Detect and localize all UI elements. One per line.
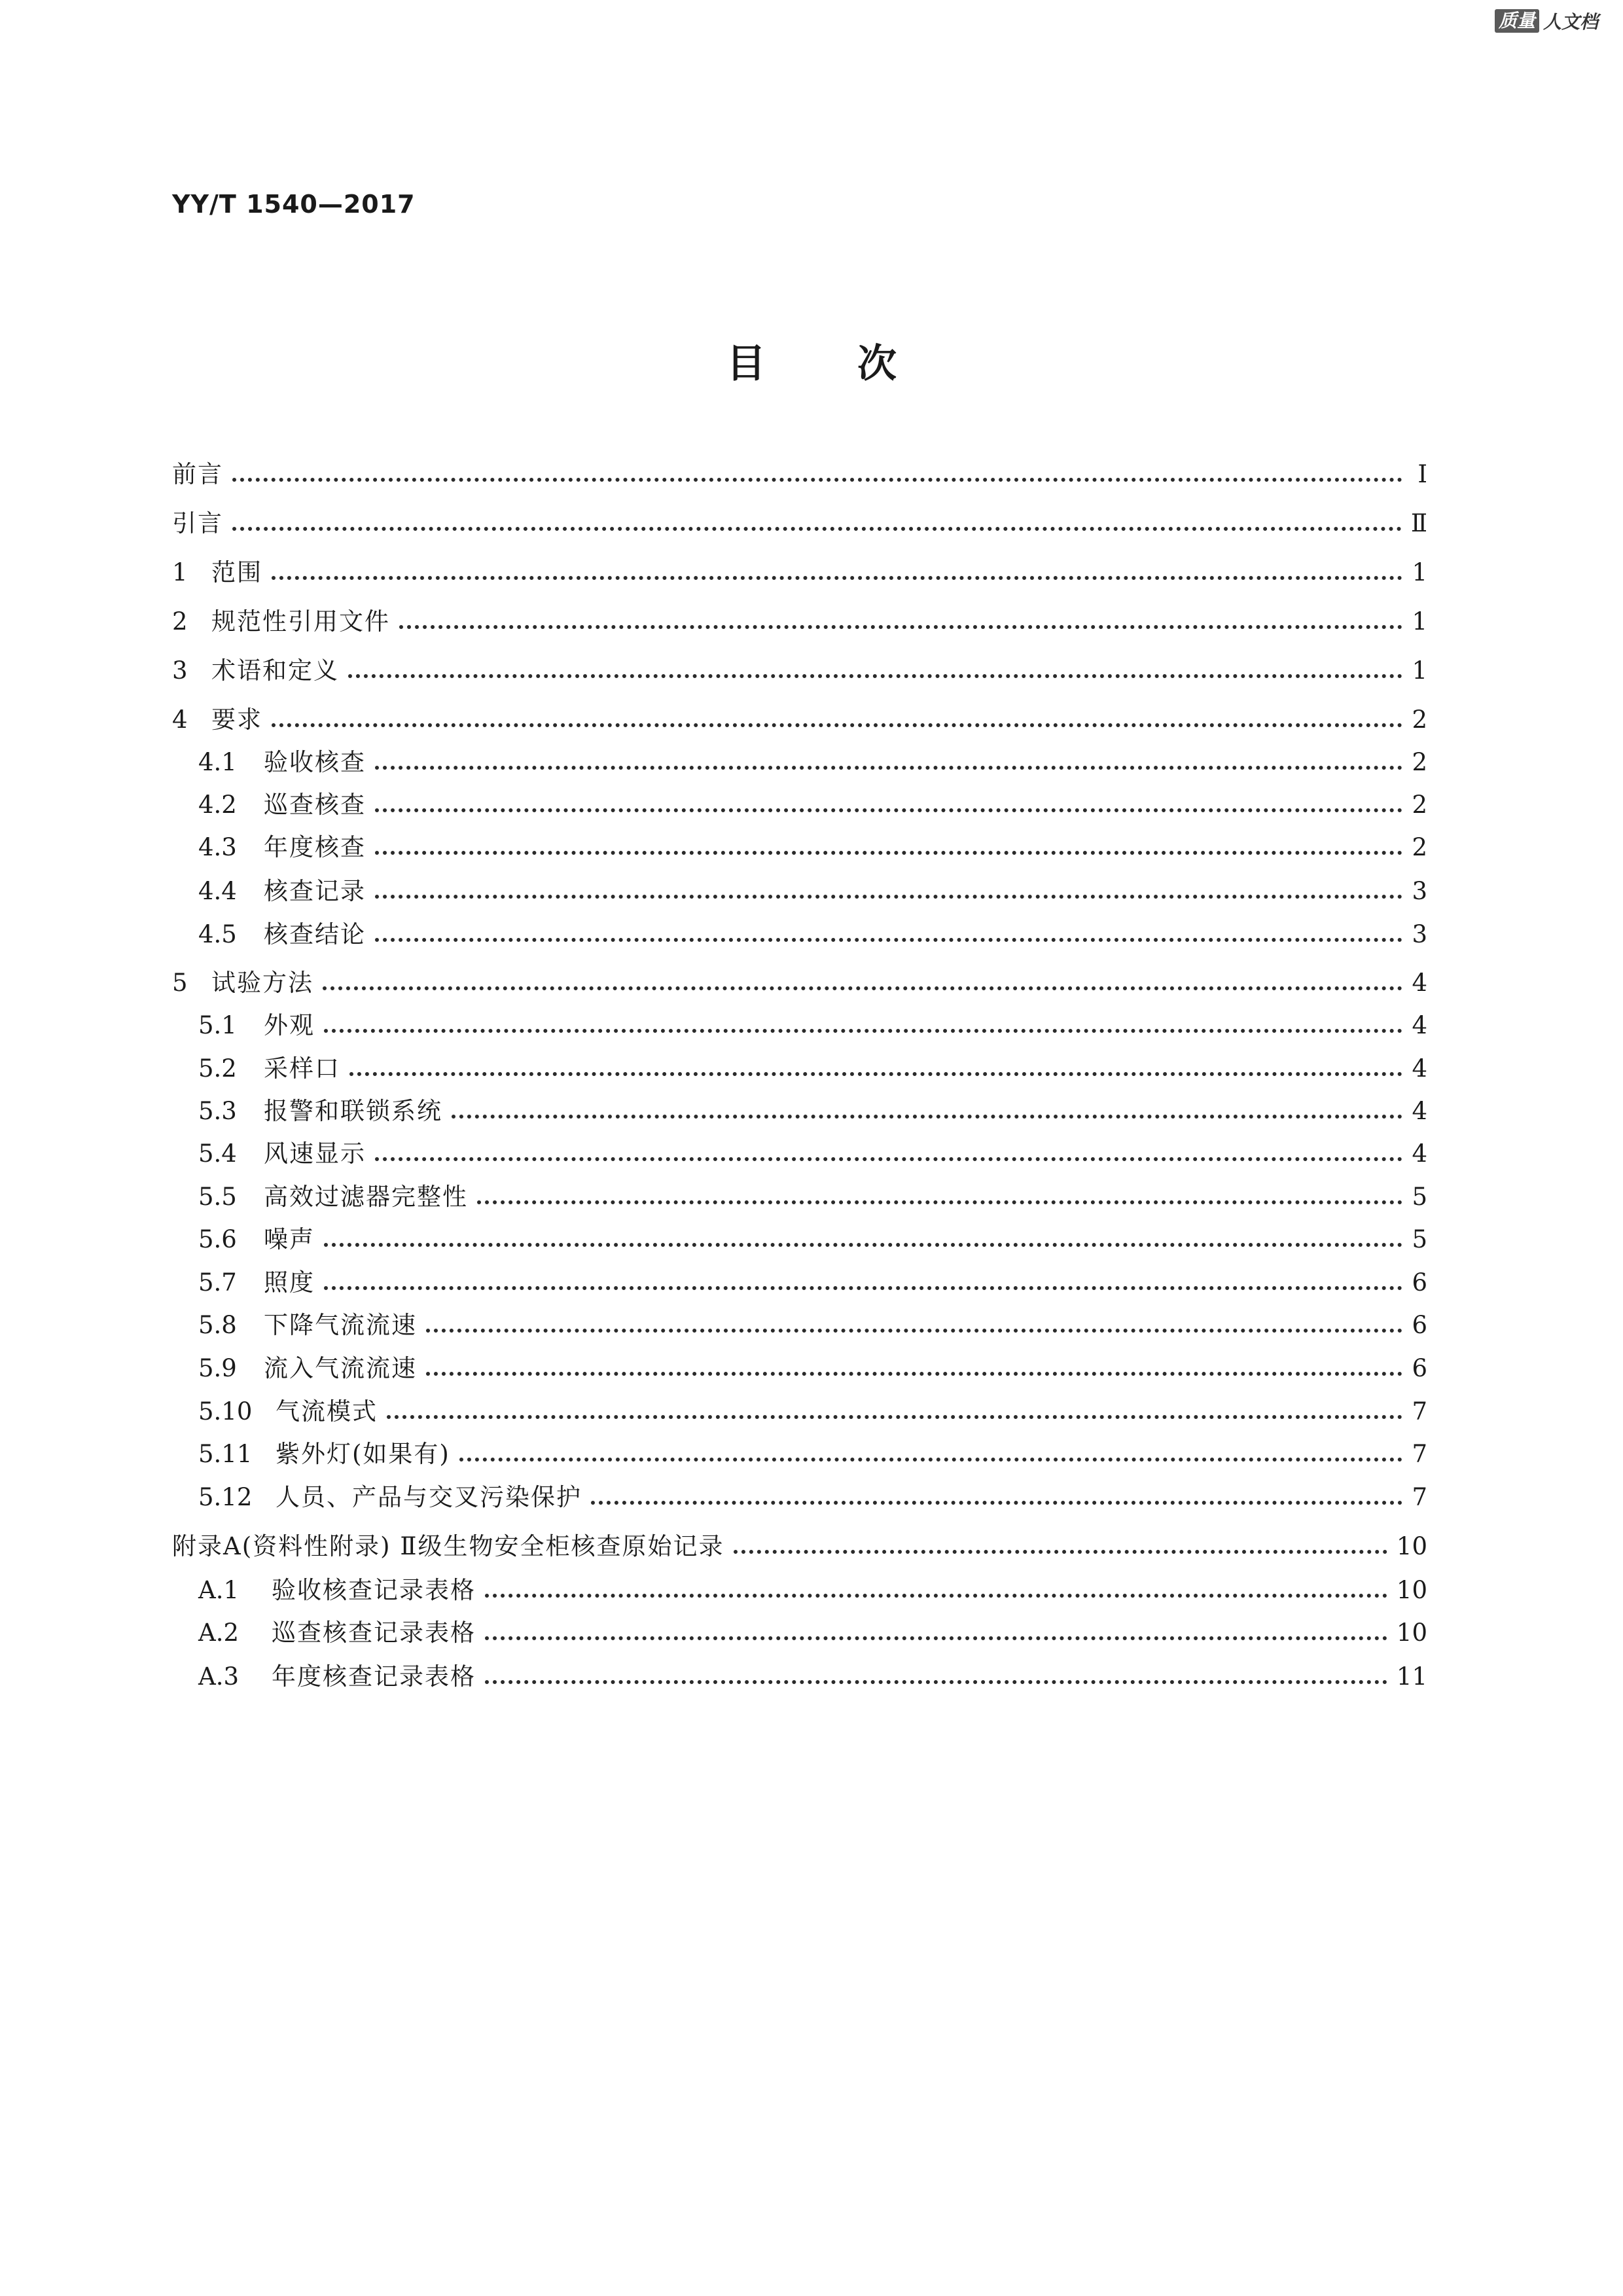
toc-entry[interactable] [198, 1223, 1427, 1256]
toc-dot-leader [477, 1200, 1402, 1204]
toc-dot-leader [591, 1501, 1402, 1505]
toc-entry-page-number: 1 [1412, 656, 1427, 685]
toc-entry-label: 高效过滤器完整性 [264, 1183, 468, 1211]
toc-entry-number: 5 [172, 969, 188, 997]
toc-dot-leader [426, 1372, 1402, 1376]
toc-entry-number: 4.4 [198, 877, 237, 905]
toc-title: 目次 [726, 341, 988, 387]
toc-entry-page-number: 7 [1412, 1483, 1427, 1511]
toc-dot-leader [426, 1329, 1402, 1333]
toc-entry[interactable] [172, 507, 1427, 540]
toc-entry-label: 采样口 [264, 1054, 340, 1083]
toc-entry[interactable] [198, 1352, 1427, 1385]
toc-entry-number: 5.8 [198, 1311, 237, 1339]
toc-dot-leader [375, 938, 1402, 942]
toc-entry[interactable] [198, 789, 1427, 821]
toc-entry-number: 5.3 [198, 1097, 237, 1125]
toc-dot-leader [232, 527, 1402, 531]
toc-entry-number: 5.1 [198, 1011, 237, 1039]
toc-entry-page-number: 4 [1412, 1139, 1427, 1168]
toc-entry-page-number: 2 [1412, 833, 1427, 861]
toc-dot-leader [452, 1115, 1402, 1119]
toc-entry-number: 5.2 [198, 1054, 237, 1083]
toc-entry[interactable] [198, 1438, 1427, 1471]
toc-dot-leader [485, 1680, 1387, 1684]
toc-entry[interactable] [198, 1617, 1427, 1649]
toc-entry-label: 要求 [211, 706, 262, 734]
toc-entry-number: 2 [172, 607, 188, 636]
toc-dot-leader [485, 1594, 1387, 1598]
document-code: YY/T 1540—2017 [172, 190, 416, 219]
watermark-text: 人文档 [1543, 11, 1598, 33]
toc-dot-leader [232, 478, 1402, 482]
toc-entry-label: 气流模式 [276, 1397, 378, 1426]
toc-dot-leader [324, 1243, 1402, 1247]
toc-entry-label: 噪声 [264, 1225, 315, 1253]
toc-entry-number: 4.5 [198, 920, 237, 948]
toc-entry-number: 5.12 [198, 1483, 253, 1511]
toc-entry-page-number: 7 [1412, 1440, 1427, 1468]
toc-dot-leader [734, 1550, 1387, 1554]
toc-entry[interactable] [198, 1481, 1427, 1514]
toc-entry-label: 核查记录 [264, 877, 366, 905]
toc-entry-number: A.3 [198, 1662, 240, 1691]
toc-entry[interactable] [198, 1660, 1427, 1693]
toc-entry-label: 紫外灯(如果有) [276, 1440, 450, 1468]
toc-entry-label: 验收核查 [264, 748, 366, 776]
toc-dot-leader [323, 986, 1402, 990]
toc-entry-page-number: 2 [1412, 748, 1427, 776]
toc-entry-label: 报警和联锁系统 [264, 1097, 442, 1125]
toc-entry[interactable] [172, 704, 1427, 736]
toc-entry-number: 5.7 [198, 1268, 237, 1297]
toc-dot-leader [375, 895, 1402, 899]
toc-dot-leader [459, 1458, 1402, 1462]
toc-entry-page-number: 6 [1412, 1311, 1427, 1339]
toc-entry-page-number: 4 [1412, 1097, 1427, 1125]
toc-entry[interactable] [172, 1530, 1427, 1563]
toc-dot-leader [375, 808, 1402, 812]
toc-entry[interactable] [172, 655, 1427, 687]
toc-entry[interactable] [198, 1181, 1427, 1213]
toc-entry-page-number: 3 [1412, 920, 1427, 948]
toc-entry-label: 下降气流流速 [264, 1311, 417, 1339]
toc-entry-label: 试验方法 [211, 969, 313, 997]
toc-entry-page-number: 4 [1412, 969, 1427, 997]
toc-entry[interactable] [198, 1095, 1427, 1128]
toc-entry[interactable] [198, 831, 1427, 864]
toc-entry-page-number: 2 [1412, 791, 1427, 819]
toc-entry-label: 巡查核查 [264, 791, 366, 819]
toc-entry-number: 5.11 [198, 1440, 253, 1468]
toc-entry-label: 前言 [172, 460, 223, 488]
toc-dot-leader [375, 766, 1402, 770]
toc-entry-page-number: 5 [1412, 1225, 1427, 1253]
toc-entry-label: 年度核查记录表格 [272, 1662, 476, 1691]
toc-entry[interactable] [172, 556, 1427, 589]
toc-entry-label: 风速显示 [264, 1139, 366, 1168]
toc-dot-leader [348, 674, 1402, 678]
toc-entry-number: 3 [172, 656, 188, 685]
toc-entry-label: 流入气流流速 [264, 1354, 417, 1382]
toc-entry-page-number: 1 [1412, 607, 1427, 636]
toc-entry-label: 规范性引用文件 [211, 607, 390, 636]
toc-entry[interactable] [198, 1052, 1427, 1085]
toc-entry-page-number: 6 [1412, 1268, 1427, 1297]
toc-dot-leader [387, 1415, 1402, 1419]
toc-entry-number: 5.5 [198, 1183, 237, 1211]
toc-entry-number: 5.10 [198, 1397, 253, 1426]
toc-dot-leader [399, 625, 1402, 629]
toc-entry[interactable] [172, 458, 1427, 491]
toc-entry[interactable] [198, 875, 1427, 908]
toc-dot-leader [485, 1636, 1387, 1640]
toc-entry-number: 5.6 [198, 1225, 237, 1253]
toc-dot-leader [272, 576, 1402, 580]
toc-entry-label: 外观 [264, 1011, 315, 1039]
toc-dot-leader [272, 723, 1402, 727]
toc-entry[interactable] [172, 967, 1427, 999]
toc-entry-number: 4 [172, 706, 188, 734]
toc-entry-label: 引言 [172, 509, 223, 537]
toc-entry[interactable] [198, 1138, 1427, 1170]
toc-entry[interactable] [198, 1395, 1427, 1428]
toc-entry-page-number: 7 [1412, 1397, 1427, 1426]
toc-dot-leader [324, 1029, 1402, 1033]
toc-entry-page-number: 10 [1396, 1576, 1427, 1604]
toc-entry-number: A.2 [198, 1619, 240, 1647]
toc-entry-page-number: 3 [1412, 877, 1427, 905]
toc-entry-number: 1 [172, 558, 188, 586]
toc-entry[interactable] [172, 605, 1427, 638]
toc-entry-page-number: Ⅰ [1418, 460, 1427, 488]
toc-entry-label: 核查结论 [264, 920, 366, 948]
toc-dot-leader [375, 851, 1402, 855]
toc-entry-number: 4.3 [198, 833, 237, 861]
toc-entry-label: 术语和定义 [211, 656, 339, 685]
toc-entry[interactable] [198, 1009, 1427, 1042]
toc-entry-page-number: 4 [1412, 1054, 1427, 1083]
toc-dot-leader [375, 1157, 1402, 1161]
toc-entry[interactable] [198, 918, 1427, 951]
toc-entry-page-number: 1 [1412, 558, 1427, 586]
toc-entry-page-number: 10 [1396, 1619, 1427, 1647]
toc-entry-page-number: 6 [1412, 1354, 1427, 1382]
toc-entry-page-number: 11 [1396, 1662, 1427, 1691]
toc-entry[interactable] [198, 1574, 1427, 1607]
toc-entry-page-number: 5 [1412, 1183, 1427, 1211]
toc-dot-leader [349, 1072, 1402, 1076]
toc-entry-page-number: 10 [1396, 1532, 1427, 1560]
toc-entry-label: 附录A(资料性附录) Ⅱ级生物安全柜核查原始记录 [172, 1532, 724, 1560]
toc-entry-page-number: Ⅱ [1410, 509, 1427, 537]
toc-entry-number: 4.1 [198, 748, 237, 776]
watermark [1495, 8, 1598, 34]
toc-entry-page-number: 4 [1412, 1011, 1427, 1039]
toc-entry-number: 5.9 [198, 1354, 237, 1382]
toc-entry-number: 5.4 [198, 1139, 237, 1168]
toc-entry[interactable] [198, 746, 1427, 779]
toc-entry-number: 4.2 [198, 791, 237, 819]
toc-entry[interactable] [198, 1266, 1427, 1299]
watermark-logo: 质量 [1495, 9, 1539, 33]
toc-entry-label: 验收核查记录表格 [272, 1576, 476, 1604]
toc-entry-label: 范围 [211, 558, 262, 586]
toc-entry-label: 年度核查 [264, 833, 366, 861]
toc-entry-number: A.1 [198, 1576, 240, 1604]
toc-entry-page-number: 2 [1412, 706, 1427, 734]
toc-dot-leader [324, 1286, 1402, 1290]
toc-entry[interactable] [198, 1309, 1427, 1342]
toc-entry-label: 巡查核查记录表格 [272, 1619, 476, 1647]
toc-entry-label: 照度 [264, 1268, 315, 1297]
toc-entry-label: 人员、产品与交叉污染保护 [276, 1483, 582, 1511]
